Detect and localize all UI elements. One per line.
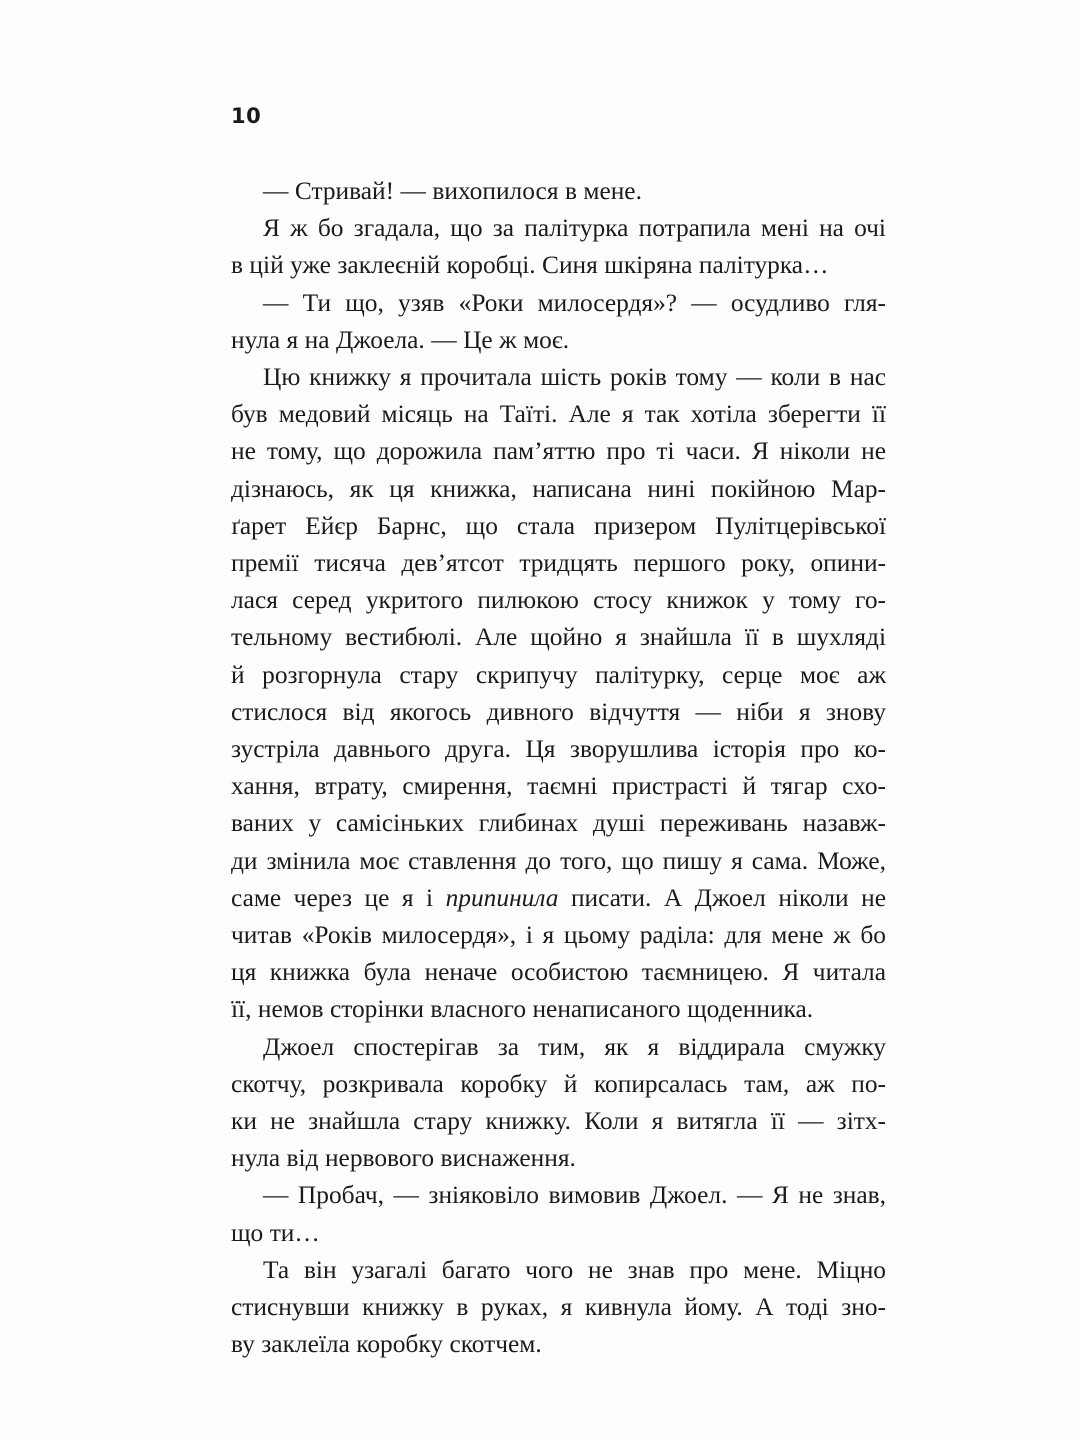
paragraph [231,1177,886,1251]
text-line: не тому, що дорожила пам’яттю про ті часи. Я ніколи не [231,437,886,466]
text-line: ґарет Ейєр Барнс, що стала призером Пулітцерівської [231,511,886,540]
text-line: Я ж бо згадала, що за палітурка потрапила мені на очі [263,214,886,243]
text-line: Та він узагалі багато чого не знав про мене. Міцно [263,1255,886,1284]
text-line: — Пробач, — зніяковіло вимовив Джоел. — Я не знав, [263,1181,886,1210]
text-line: стиснувши книжку в руках, я кивнула йому. А тоді зно- [231,1293,886,1322]
text-line: ця книжка була неначе особистою таємницею. Я читала [231,958,886,987]
text-line: й розгорнула стару скрипучу палітурку, серце моє аж [231,660,886,689]
text-line: її, немов сторінки власного ненаписаного щоденника. [231,995,814,1024]
text-line: ву заклеїла коробку скотчем. [231,1330,542,1359]
text-line: премії тисяча дев’ятсот тридцять першого року, опини- [231,549,886,578]
text-line: лася серед укритого пилюкою стосу книжок у тому го- [231,586,886,615]
text-line: в цій уже заклеєній коробці. Синя шкіряна палітурка… [231,251,829,280]
text-line: стислося від якогось дивного відчуття — ніби я знову [231,697,886,726]
text-line: нула я на Джоела. — Це ж моє. [231,325,570,354]
paragraph [231,210,886,284]
text-line: — Ти що, узяв «Роки милосердя»? — осудливо гля- [263,288,886,317]
body-text-block [231,173,886,1364]
text-line: читав «Років милосердя», і я цьому раділа: для мене ж бо [231,921,886,950]
text-line: — Стривай! — вихопилося в мене. [263,177,642,205]
text-line: був медовий місяць на Таїті. Але я так хотіла зберегти її [231,400,886,429]
text-line: Цю книжку я прочитала шість років тому — коли в нас [263,363,886,392]
text-line: дізнаюсь, як ця книжка, написана нині покійною Мар- [231,474,886,503]
paragraph [231,1029,886,1178]
text-line: тельному вестибюлі. Але щойно я знайшла її в шухляді [231,623,886,652]
text-line: ки не знайшла стару книжку. Коли я витягла її — зітх- [231,1107,886,1136]
text-line: що ти… [231,1218,320,1247]
text-line: зустріла давнього друга. Ця зворушлива історія про ко- [231,735,886,764]
text-line: ди змінила моє ставлення до того, що пишу я сама. Може, [231,846,886,875]
text-line: Джоел спостерігав за тим, як я віддирала смужку [263,1032,886,1061]
text-line: нула від нервового виснаження. [231,1144,576,1173]
text-line: скотчу, розкривала коробку й копирсалась там, аж по- [231,1069,886,1098]
paragraph [231,1252,886,1364]
paragraph [231,285,886,359]
page-number: 10 [231,104,262,128]
paragraph [231,173,886,210]
text-line: ваних у самісіньких глибинах душі переживань назавж- [231,809,886,838]
emphasised-word: припинила [445,883,559,912]
text-line: саме через це я і припинила писати. А Джоел ніколи не [231,883,886,912]
paragraph [231,359,886,1029]
text-line: хання, втрату, смирення, таємні пристрасті й тягар схо- [231,772,886,801]
